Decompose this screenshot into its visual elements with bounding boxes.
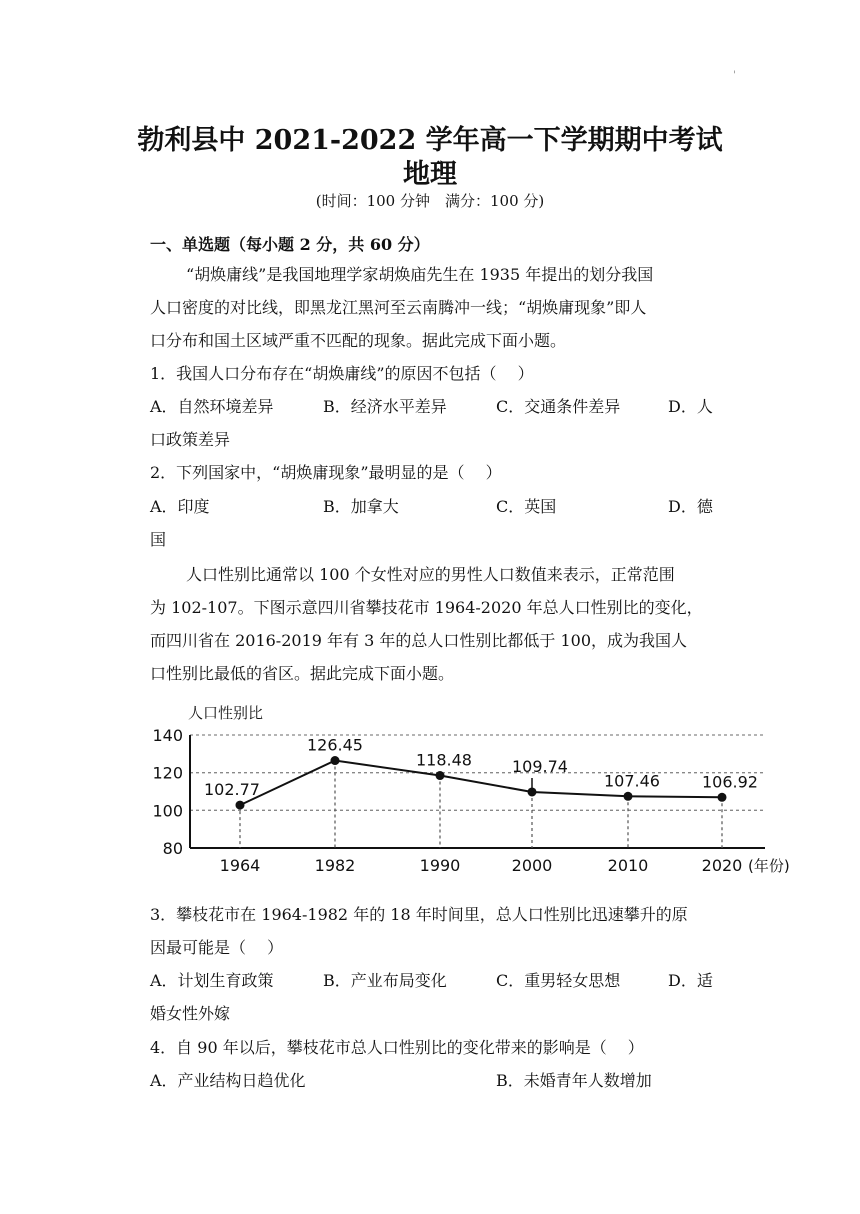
q1-option-c: C．交通条件差异 xyxy=(496,397,621,416)
q2-option-b: B．加拿大 xyxy=(323,497,399,516)
q1-option-d: D．人 xyxy=(668,397,713,416)
section-heading: 一、单选题（每小题 2 分，共 60 分） xyxy=(150,235,430,254)
x-tick-label: 2020 xyxy=(701,856,743,875)
x-tick-label: 1990 xyxy=(419,856,461,875)
x-tick-label: 1964 xyxy=(219,856,261,875)
y-tick-label: 100 xyxy=(152,801,183,821)
data-point xyxy=(331,756,340,765)
x-tick-label: 1982 xyxy=(314,856,356,875)
y-tick-label: 80 xyxy=(162,839,183,858)
y-tick-label: 120 xyxy=(152,763,183,783)
question-4-stem: 4．自 90 年以后，攀枝花市总人口性别比的变化带来的影响是（ ） xyxy=(150,1038,644,1057)
data-point xyxy=(718,793,727,802)
data-point xyxy=(624,792,633,801)
q2-option-c: C．英国 xyxy=(496,497,557,516)
data-label: 109.74 xyxy=(512,756,568,776)
question-1-stem: 1．我国人口分布存在“胡焕庸线”的原因不包括（ ） xyxy=(150,364,534,383)
passage1-line: 口分布和国土区域严重不匹配的现象。据此完成下面小题。 xyxy=(150,331,567,350)
data-label: 107.46 xyxy=(604,771,660,791)
q4-option-a: A．产业结构日趋优化 xyxy=(150,1071,306,1090)
data-label: 126.45 xyxy=(307,735,363,755)
q4-option-b: B．未婚青年人数增加 xyxy=(496,1071,652,1090)
q2-option-a: A．印度 xyxy=(150,497,210,516)
q1-option-d-cont: 口政策差异 xyxy=(150,430,231,449)
data-point xyxy=(236,801,245,810)
data-label: 102.77 xyxy=(204,780,260,800)
y-tick-label: 140 xyxy=(152,726,183,745)
passage2-line: 为 102-107。下图示意四川省攀技花市 1964-2020 年总人口性别比的变化， xyxy=(150,598,703,617)
corner-mark: ' xyxy=(733,70,736,81)
x-tick-label: 2000 xyxy=(511,856,553,875)
question-2-stem: 2．下列国家中，“胡焕庸现象”最明显的是（ ） xyxy=(150,463,502,482)
passage1-line: “胡焕庸线”是我国地理学家胡焕庙先生在 1935 年提出的划分我国 xyxy=(186,265,654,284)
q3-option-a: A．计划生育政策 xyxy=(150,971,274,990)
q3-option-c: C．重男轻女思想 xyxy=(496,971,621,990)
passage2-line: 口性别比最低的省区。据此完成下面小题。 xyxy=(150,664,455,683)
q2-option-d-cont: 国 xyxy=(150,530,167,549)
subject-title: 地理 xyxy=(403,159,457,190)
q1-option-a: A．自然环境差异 xyxy=(150,397,274,416)
chart-title: 人口性别比 xyxy=(188,704,264,722)
q3-option-b: B．产业布局变化 xyxy=(323,971,447,990)
data-point xyxy=(436,771,445,780)
sex-ratio-line-chart xyxy=(150,700,810,885)
x-tick-label: 2010 xyxy=(607,856,649,875)
question-3-stem-cont: 因最可能是（ ） xyxy=(150,938,284,957)
q3-option-d: D．适 xyxy=(668,971,713,990)
exam-info: (时间：100 分钟 满分：100 分) xyxy=(315,192,545,210)
q2-option-d: D．德 xyxy=(668,497,713,516)
passage1-line: 人口密度的对比线，即黑龙江黑河至云南腾冲一线；“胡焕庸现象”即人 xyxy=(150,298,647,317)
q1-option-b: B．经济水平差异 xyxy=(323,397,447,416)
exam-title: 勃利县中 2021-2022 学年高一下学期期中考试 xyxy=(137,125,723,156)
passage2-line: 人口性别比通常以 100 个女性对应的男性人口数值来表示，正常范围 xyxy=(186,565,675,584)
x-unit-label: (年份) xyxy=(748,857,790,875)
data-label: 106.92 xyxy=(702,772,758,792)
data-label: 118.48 xyxy=(416,750,472,770)
question-3-stem: 3．攀枝花市在 1964-1982 年的 18 年时间里，总人口性别比迅速攀升的原 xyxy=(150,905,688,924)
q3-option-d-cont: 婚女性外嫁 xyxy=(150,1004,231,1023)
passage2-line: 而四川省在 2016-2019 年有 3 年的总人口性别比都低于 100，成为我国人 xyxy=(150,631,687,650)
